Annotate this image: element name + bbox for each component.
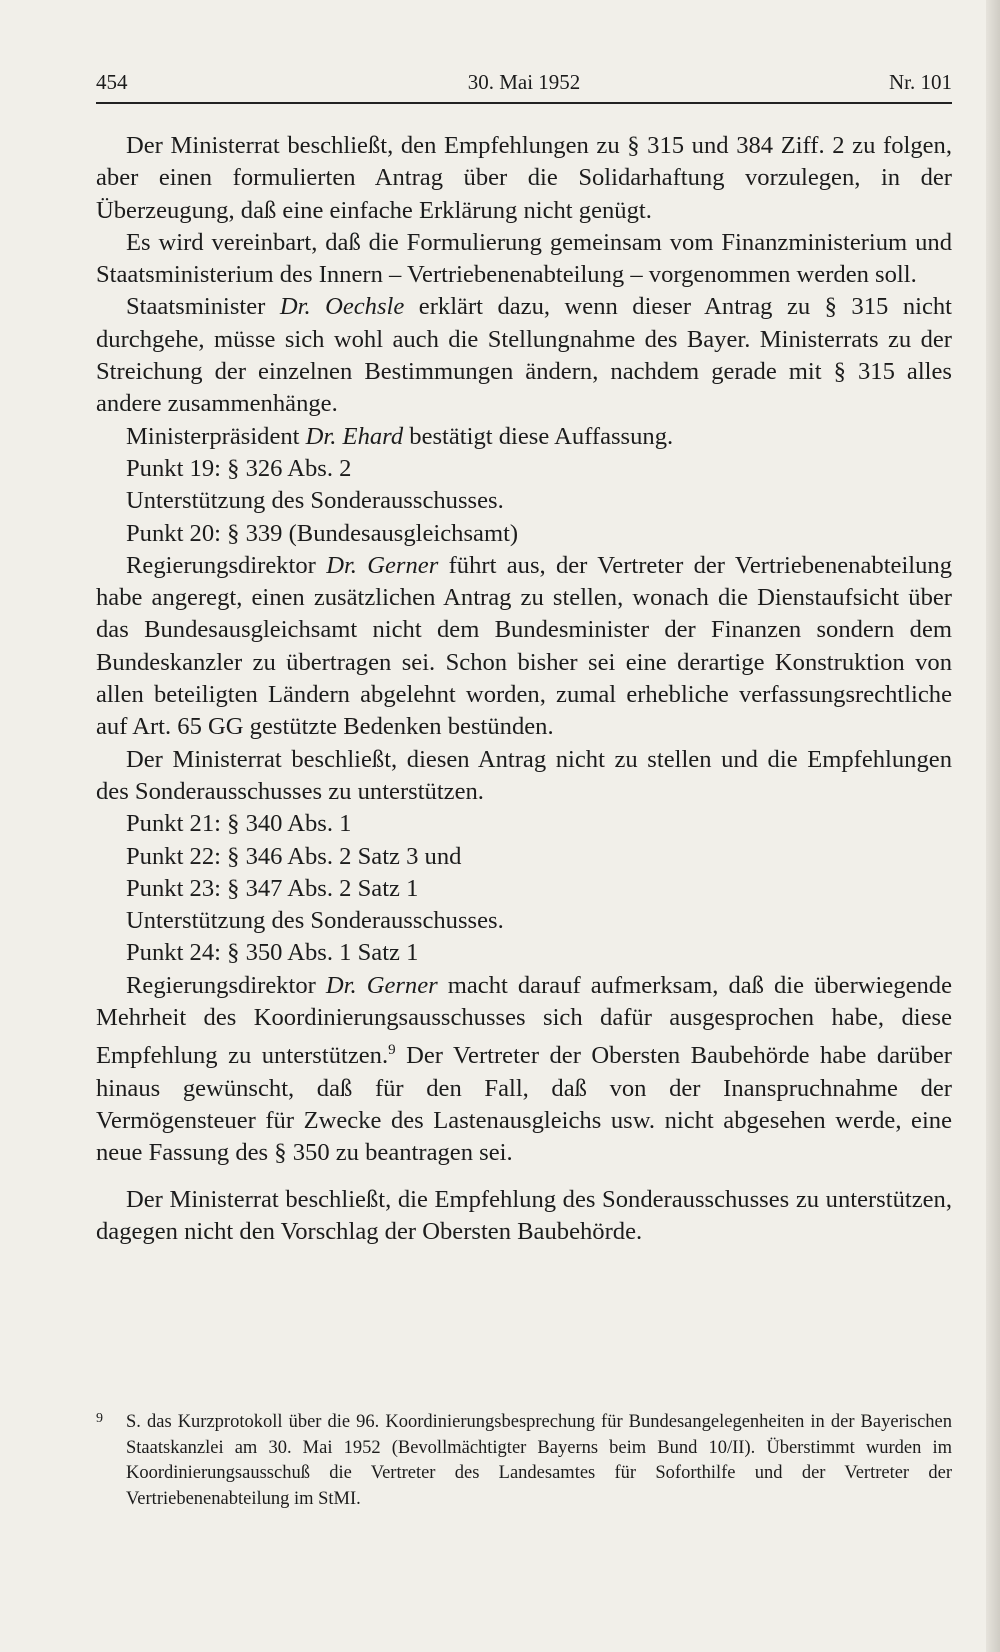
paragraph-p11: Punkt 22: § 346 Abs. 2 Satz 3 und: [126, 842, 462, 870]
paragraph-p1: Der Ministerrat beschließt, den Empfehlungen zu § 315 und 384 Ziff. 2 zu folgen, aber einen formulierten Antrag über die Solidarhaftung vorzulegen, in der Überzeugung, daß eine einfache Erklärung nicht genügt.: [96, 132, 952, 224]
person-name: Dr. Gerner: [325, 971, 438, 999]
person-name: Dr. Oechsle: [279, 293, 405, 321]
main-text: [96, 130, 952, 1248]
running-header: [96, 66, 952, 104]
paragraph-p7: Punkt 20: § 339 (Bundesausgleichsamt): [126, 519, 519, 547]
footnote-mark: 9: [96, 1411, 103, 1426]
paragraph-p4: Ministerpräsident Dr. Ehard bestätigt diese Auffassung.: [126, 422, 674, 450]
page-edge-shadow: [986, 0, 1000, 1652]
person-name: Dr. Ehard: [305, 422, 404, 450]
issue-number: Nr. 101: [889, 70, 952, 94]
person-name: Dr. Gerner: [326, 551, 439, 579]
footnote-9: [96, 1410, 952, 1512]
paragraph-p14: Punkt 24: § 350 Abs. 1 Satz 1: [126, 939, 419, 967]
paragraph-p9: Der Ministerrat beschließt, diesen Antrag nicht zu stellen und die Empfehlungen des Sonderausschusses zu unterstützen.: [96, 745, 952, 805]
paragraph-p10: Punkt 21: § 340 Abs. 1: [126, 810, 352, 838]
paragraph-p12: Punkt 23: § 347 Abs. 2 Satz 1: [126, 874, 419, 902]
paragraph-p8: Regierungsdirektor Dr. Gerner führt aus, der Vertreter der Vertriebenenabteilung habe angeregt, einen zusätzlichen Antrag zu stellen, wonach die Dienstaufsicht über das Bundesausgleichsamt nicht dem Bundesminister der Finanzen sondern dem Bundeskanzler zu übertragen sei. Schon bisher sei eine derartige Konstruktion von allen beteiligten Ländern abgelehnt worden, zumal erhebliche verfassungsrechtliche auf Art. 65 GG gestützte Bedenken bestünden.: [96, 551, 952, 741]
paragraph-p16: Der Ministerrat beschließt, die Empfehlung des Sonderausschusses zu unterstützen, dagegen nicht den Vorschlag der Obersten Baubehörde.: [96, 1185, 952, 1245]
paragraph-p3: Staatsminister Dr. Oechsle erklärt dazu, wenn dieser Antrag zu § 315 nicht durchgehe, müsse sich wohl auch die Stellungnahme des Bayer. Ministerrats zu der Streichung der einzelnen Bestimmungen ändern, nachdem gerade mit § 315 alles andere zusammenhänge.: [96, 293, 952, 418]
page-number: 454: [96, 70, 128, 94]
paragraph-p5: Punkt 19: § 326 Abs. 2: [126, 454, 352, 482]
paragraph-p15: Regierungsdirektor Dr. Gerner macht darauf aufmerksam, daß die überwiegende Mehrheit des Koordinierungsausschusses sich dafür ausgesprochen habe, diese Empfehlung zu unterstützen.$^9$ Der Vertreter der Obersten Baubehörde habe darüber hinaus gewünscht, daß für den Fall, daß von der Inanspruchnahme der Vermögensteuer für Zwecke des Lastenausgleichs usw. nicht abgesehen werde, eine neue Fassung des § 350 zu beantragen sei.: [96, 971, 952, 1167]
footnotes: [96, 1410, 952, 1512]
paragraph-p2: Es wird vereinbart, daß die Formulierung gemeinsam vom Finanzministerium und Staatsministerium des Innern – Vertriebenenabteilung – vorgenommen werden soll.: [96, 228, 952, 289]
footnote-text: S. das Kurzprotokoll über die 96. Koordinierungsbesprechung für Bundesangelegenheiten in der Bayerischen Staatskanzlei am 30. Mai 1952 (Bevollmächtigter Bayerns beim Bund 10/II). Überstimmt wurden im Koordinierungsausschuß die Vertreter des Landesamtes für Soforthilfe und der Vertreter der Vertriebenenabteilung im StMI.: [126, 1412, 952, 1509]
paragraph-p13: Unterstützung des Sonderausschusses.: [126, 907, 504, 935]
footnote-reference: 9: [388, 1042, 396, 1059]
header-date: 30. Mai 1952: [467, 70, 581, 94]
paragraph-p6: Unterstützung des Sonderausschusses.: [126, 487, 504, 515]
